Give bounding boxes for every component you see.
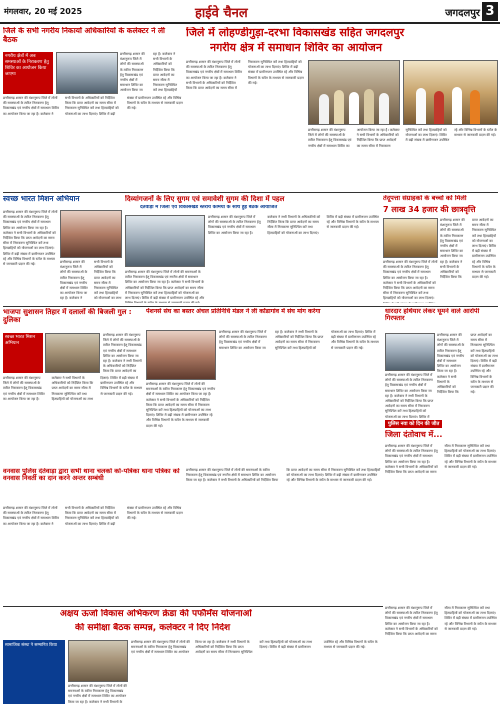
divyang-photo [125, 215, 205, 267]
issue-date: मंगलवार, 20 मई 2025 [4, 7, 83, 16]
police-body: छत्तीसगढ़ शासन की मंशानुरूप जिले में लोगों की समस्याओं के त्वरित निराकरण हेतु विकासखंड एवं नगरीय क्षेत्रों में समाधान शिविर का आयोजन किया जा रहा है। कलेक्टर ने सभी विभागों के अधिकारियों को निर्देशित किया कि प्राप्त आवेदनों का समय सीमा में निराकरण सुनिश्चित करें तथा हितग्राहियों को योजनाओं का लाभ दिलाएं। शिविर में बड़ी संख्या में ग्रामीणजन उपस्थित रहे और विभिन्न विभागों के स्टॉल के माध्यम से जानकारी प्रदान की गई। [3, 506, 183, 526]
tendu-body: छत्तीसगढ़ शासन की मंशानुरूप जिले में लोगों की समस्याओं के त्वरित निराकरण हेतु विकासखंड एवं नगरीय क्षेत्रों में समाधान शिविर का आयोजन किया जा रहा है। कलेक्टर ने सभी विभागों के अधिकारियों को निर्देशित किया कि प्राप्त आवेदनों का समय सीमा में निराकरण सुनिश्चित करें तथा हितग्राहियों को योजनाओं का लाभ दिलाएं। शिविर में बड़ी संख्या में ग्रामीणजन उपस्थित रहे और विभिन्न विभागों के स्टॉल के माध्यम से जानकारी प्रदान की गई। [440, 218, 497, 280]
tendu-headline: तेंदूपत्ता संग्राहकों के बच्चों को मिली [383, 195, 467, 202]
arrest-body-left: छत्तीसगढ़ शासन की मंशानुरूप जिले में लोगों की समस्याओं के त्वरित निराकरण हेतु विकासखंड एवं नगरीय क्षेत्रों में समाधान शिविर का आयोजन किया जा रहा है। कलेक्टर ने सभी विभागों के अधिकारियों को निर्देशित किया कि प्राप्त आवेदनों का समय सीमा में निराकरण सुनिश्चित करें तथा हितग्राहियों को योजनाओं का लाभ दिलाएं। शिविर में [385, 373, 434, 418]
swachh-headline: स्वच्छ भारत मिशन अभियान [3, 195, 80, 203]
divider [3, 192, 498, 193]
arrest-body: छत्तीसगढ़ शासन की मंशानुरूप जिले में लोगों की समस्याओं के त्वरित निराकरण हेतु विकासखंड एवं नगरीय क्षेत्रों में समाधान शिविर का आयोजन किया जा रहा है। कलेक्टर ने सभी विभागों के अधिकारियों को निर्देशित किया कि प्राप्त आवेदनों का समय सीमा में निराकरण सुनिश्चित करें तथा हितग्राहियों को योजनाओं का लाभ दिलाएं। शिविर में बड़ी संख्या में ग्रामीणजन उपस्थित रहे और विभिन्न विभागों के स्टॉल के माध्यम से जानकारी प्रदान की गई। [437, 333, 498, 395]
story-collector-body-top: छत्तीसगढ़ शासन की मंशानुरूप जिले में लोगों की समस्याओं के त्वरित निराकरण हेतु विकासखंड एवं नगरीय क्षेत्रों में समाधान शिविर का आयोजन किया जा रहा है। कलेक्टर ने सभी विभागों के अधिकारियों को निर्देशित किया कि प्राप्त आवेदनों का समय सीमा में निराकरण सुनिश्चित करें तथा हितग्राहियों [120, 52, 178, 93]
newspaper-brand: हाईवे चैनल [195, 6, 248, 21]
lead-body-left: छत्तीसगढ़ शासन की मंशानुरूप जिले में लोगों की समस्याओं के त्वरित निराकरण हेतु विकासखंड एवं नगरीय क्षेत्रों में समाधान शिविर का आयोजन किया जा रहा है। कलेक्टर ने सभी विभागों के अधिकारियों को निर्देशित किया कि प्राप्त आवेदनों का समय सीमा में निराकरण सुनिश्चित करें तथा हितग्राहियों को योजनाओं का लाभ दिलाएं। शिविर में बड़ी संख्या में ग्रामीणजन उपस्थित रहे और विभिन्न विभागों के स्टॉल के माध्यम से जानकारी प्रदान की गई। [186, 60, 304, 91]
city-name: जगदलपुर [445, 8, 480, 19]
pensioners-body: छत्तीसगढ़ शासन की मंशानुरूप जिले में लोगों की समस्याओं के त्वरित निराकरण हेतु विकासखंड एवं नगरीय क्षेत्रों में समाधान शिविर का आयोजन किया जा रहा है। कलेक्टर ने सभी विभागों के अधिकारियों को निर्देशित किया कि प्राप्त आवेदनों का समय सीमा में निराकरण सुनिश्चित करें तथा हितग्राहियों को योजनाओं का लाभ दिलाएं। शिविर में बड़ी संख्या में ग्रामीणजन उपस्थित रहे और विभिन्न विभागों के स्टॉल के माध्यम से जानकारी प्रदान की गई। [219, 330, 379, 350]
divyang-body-left: छत्तीसगढ़ शासन की मंशानुरूप जिले में लोगों की समस्याओं के त्वरित निराकरण हेतु विकासखंड एवं नगरीय क्षेत्रों में समाधान शिविर का आयोजन किया जा रहा है। कलेक्टर ने सभी विभागों के अधिकारियों को निर्देशित किया कि प्राप्त आवेदनों का समय सीमा में निराकरण सुनिश्चित करें तथा हितग्राहियों को योजनाओं का लाभ दिलाएं। शिविर में बड़ी संख्या में ग्रामीणजन उपस्थित रहे और [125, 270, 205, 301]
bhajpa-body-top: छत्तीसगढ़ शासन की मंशानुरूप जिले में लोगों की समस्याओं के त्वरित निराकरण हेतु विकासखंड एवं नगरीय क्षेत्रों में समाधान शिविर का आयोजन किया जा रहा है। कलेक्टर ने सभी विभागों के अधिकारियों को निर्देशित किया कि प्राप्त आवेदनों का [103, 333, 142, 373]
bhajpa-callout: स्वच्छ भारत मिशन अभियान [3, 333, 43, 373]
creda-photo [68, 640, 128, 682]
divyang-headline: दिव्यांगजनों के लिए सुगम एवं समावेशी सुगम की दिशा में पहल [125, 195, 285, 203]
story-collector-photo [56, 52, 118, 94]
creda-headline-line2: की समीक्षा बैठक सम्पन्न, कलेक्टर ने दिए निर्देश [75, 623, 231, 633]
mid-body-continued: छत्तीसगढ़ शासन की मंशानुरूप जिले में लोगों की समस्याओं के त्वरित निराकरण हेतु विकासखंड एवं नगरीय क्षेत्रों में समाधान शिविर का आयोजन किया जा रहा है। कलेक्टर ने सभी विभागों के अधिकारियों को निर्देशित किया कि प्राप्त आवेदनों का समय सीमा में निराकरण सुनिश्चित करें तथा हितग्राहियों को योजनाओं का लाभ दिलाएं। शिविर में बड़ी संख्या में ग्रामीणजन उपस्थित रहे और विभिन्न विभागों के स्टॉल के माध्यम से जानकारी प्रदान की गई। [186, 468, 381, 483]
pensioners-headline: पेंशनर्स संघ का बस्तर अंचल प्रतिनिधि मंडल ने ली कोंडागांव में संघ मांग करेगा [146, 308, 321, 315]
story-collector-callout: नगरीय क्षेत्रों में अब समस्याओं के निराकरण हेतु शिविर का आयोजन किया जाएगा [3, 52, 53, 94]
divyang-body: छत्तीसगढ़ शासन की मंशानुरूप जिले में लोगों की समस्याओं के त्वरित निराकरण हेतु विकासखंड एवं नगरीय क्षेत्रों में समाधान शिविर का आयोजन किया जा रहा है। कलेक्टर ने सभी विभागों के अधिकारियों को निर्देशित किया कि प्राप्त आवेदनों का समय सीमा में निराकरण सुनिश्चित करें तथा हितग्राहियों को योजनाओं का लाभ दिलाएं। शिविर में बड़ी संख्या में ग्रामीणजन उपस्थित रहे और विभिन्न विभागों के स्टॉल के माध्यम से जानकारी प्रदान की गई। [208, 215, 379, 235]
swachh-body-left: छत्तीसगढ़ शासन की मंशानुरूप जिले में लोगों की समस्याओं के त्वरित निराकरण हेतु विकासखंड एवं नगरीय क्षेत्रों में समाधान शिविर का आयोजन किया जा रहा है। कलेक्टर ने सभी विभागों के अधिकारियों को निर्देशित किया कि प्राप्त आवेदनों का समय सीमा में निराकरण सुनिश्चित करें तथा हितग्राहियों को योजनाओं का लाभ दिलाएं। शिविर में बड़ी संख्या में ग्रामीणजन उपस्थित रहे और विभिन्न विभागों के स्टॉल के माध्यम से जानकारी प्रदान की गई। [3, 210, 58, 267]
creda-headline-line1: अक्षय ऊर्जा विकास अभिकरण क्रेडा की पर्फॉर्मेंस योजनाओं [60, 609, 252, 619]
column-body-lower: छत्तीसगढ़ शासन की मंशानुरूप जिले में लोगों की समस्याओं के त्वरित निराकरण हेतु विकासखंड एवं नगरीय क्षेत्रों में समाधान शिविर का आयोजन किया जा रहा है। कलेक्टर ने सभी विभागों के अधिकारियों को निर्देशित किया कि प्राप्त आवेदनों का समय सीमा में निराकरण सुनिश्चित करें तथा हितग्राहियों को योजनाओं का लाभ दिलाएं। शिविर में बड़ी संख्या में ग्रामीणजन उपस्थित रहे और विभिन्न विभागों के स्टॉल के माध्यम से जानकारी प्रदान की गई। [385, 606, 497, 637]
creda-sidebar: सामाजिक संस्था ने सम्मानित किया [3, 640, 65, 704]
lead-photo-1 [308, 60, 400, 125]
bhajpa-body: छत्तीसगढ़ शासन की मंशानुरूप जिले में लोगों की समस्याओं के त्वरित निराकरण हेतु विकासखंड एवं नगरीय क्षेत्रों में समाधान शिविर का आयोजन किया जा रहा है। कलेक्टर ने सभी विभागों के अधिकारियों को निर्देशित किया कि प्राप्त आवेदनों का समय सीमा में निराकरण सुनिश्चित करें तथा हितग्राहियों को योजनाओं का लाभ दिलाएं। शिविर में बड़ी संख्या में ग्रामीणजन उपस्थित रहे और विभिन्न विभागों के स्टॉल के माध्यम से जानकारी प्रदान की गई। [3, 376, 143, 401]
lead-headline-line2: नगरीय क्षेत्र में समाधान शिविर का आयोजन [210, 42, 382, 54]
swachh-photo [60, 210, 122, 258]
lead-headline-line1: जिले में लोहण्डीगुड़ा-दरभा विकासखंड सहित जगदलपुर [186, 27, 405, 39]
divider [3, 606, 383, 607]
story-collector-meeting-headline: जिले के सभी नगरीय निकायों अधिकारियों के कलेक्टर ने ली बैठक [3, 27, 166, 44]
creda-body-left: छत्तीसगढ़ शासन की मंशानुरूप जिले में लोगों की समस्याओं के त्वरित निराकरण हेतु विकासखंड एवं नगरीय क्षेत्रों में समाधान शिविर का आयोजन किया जा रहा है। कलेक्टर ने सभी विभागों के [68, 684, 127, 704]
page-number: 3 [482, 2, 498, 21]
divyang-subhead: दंतेवाड़ा में जिला एवं विकासखंड स्तरीय कर्मियों के साथ हुई बैठक आयोजित [140, 205, 278, 210]
swachh-body: छत्तीसगढ़ शासन की मंशानुरूप जिले में लोगों की समस्याओं के त्वरित निराकरण हेतु विकासखंड एवं नगरीय क्षेत्रों में समाधान शिविर का आयोजन किया जा रहा है। कलेक्टर ने सभी विभागों के अधिकारियों को निर्देशित किया कि प्राप्त आवेदनों का समय सीमा में निराकरण सुनिश्चित करें तथा हितग्राहियों को योजनाओं का लाभ [60, 260, 122, 301]
lead-body-right: छत्तीसगढ़ शासन की मंशानुरूप जिले में लोगों की समस्याओं के त्वरित निराकरण हेतु विकासखंड एवं नगरीय क्षेत्रों में समाधान शिविर का आयोजन किया जा रहा है। कलेक्टर ने सभी विभागों के अधिकारियों को निर्देशित किया कि प्राप्त आवेदनों का समय सीमा में निराकरण सुनिश्चित करें तथा हितग्राहियों को योजनाओं का लाभ दिलाएं। शिविर में बड़ी संख्या में ग्रामीणजन उपस्थित रहे और विभिन्न विभागों के स्टॉल के माध्यम से जानकारी प्रदान की गई। [308, 128, 497, 148]
arrest-headline: धारदार हथियार लेकर घूमने वाले आरोपी गिरफ्तार [385, 308, 480, 323]
police-headline: वनवास पुलिस दंतेवाड़ा द्वारा सभी थाना चलकों को-पत्रिका थाना पत्रिका को वनवास निवर्ती का दान करने अन्तर सम्बंधी [3, 468, 180, 483]
pensioners-body-left: छत्तीसगढ़ शासन की मंशानुरूप जिले में लोगों की समस्याओं के त्वरित निराकरण हेतु विकासखंड एवं नगरीय क्षेत्रों में समाधान शिविर का आयोजन किया जा रहा है। कलेक्टर ने सभी विभागों के अधिकारियों को निर्देशित किया कि प्राप्त आवेदनों का समय सीमा में निराकरण सुनिश्चित करें तथा हितग्राहियों को योजनाओं का लाभ दिलाएं। शिविर में बड़ी संख्या में ग्रामीणजन उपस्थित रहे और विभिन्न विभागों के स्टॉल के माध्यम से जानकारी प्रदान की गई। [146, 382, 216, 428]
tendu-headline-amount: 7 लाख 34 हजार की छात्रवृत्ति [383, 205, 476, 214]
divider [3, 306, 498, 307]
masthead [0, 0, 500, 24]
creda-body: छत्तीसगढ़ शासन की मंशानुरूप जिले में लोगों की समस्याओं के त्वरित निराकरण हेतु विकासखंड एवं नगरीय क्षेत्रों में समाधान शिविर का आयोजन किया जा रहा है। कलेक्टर ने सभी विभागों के अधिकारियों को निर्देशित किया कि प्राप्त आवेदनों का समय सीमा में निराकरण सुनिश्चित करें तथा हितग्राहियों को योजनाओं का लाभ दिलाएं। शिविर में बड़ी संख्या में ग्रामीणजन उपस्थित रहे और विभिन्न विभागों के स्टॉल के माध्यम से जानकारी प्रदान की गई। [131, 640, 378, 655]
lead-photo-2 [403, 60, 498, 125]
arrest-photo [385, 333, 435, 371]
column-tag: पुलिस नवा को दिन की जीत [385, 420, 442, 428]
bhajpa-headline: भाजपा सुशासन तिहार में दलालों की बिजली गुल : दुलिका [3, 308, 132, 325]
column-title: जिला दंतोवाच में... [385, 430, 443, 439]
tendu-body-left: छत्तीसगढ़ शासन की मंशानुरूप जिले में लोगों की समस्याओं के त्वरित निराकरण हेतु विकासखंड एवं नगरीय क्षेत्रों में समाधान शिविर का आयोजन किया जा रहा है। कलेक्टर ने सभी विभागों के अधिकारियों को निर्देशित किया कि प्राप्त आवेदनों का समय सीमा में निराकरण सुनिश्चित करें तथा हितग्राहियों को योजनाओं का लाभ दिलाएं। [383, 260, 438, 301]
tendu-photo [383, 218, 438, 258]
pensioners-photo [146, 330, 216, 380]
column-body: छत्तीसगढ़ शासन की मंशानुरूप जिले में लोगों की समस्याओं के त्वरित निराकरण हेतु विकासखंड एवं नगरीय क्षेत्रों में समाधान शिविर का आयोजन किया जा रहा है। कलेक्टर ने सभी विभागों के अधिकारियों को निर्देशित किया कि प्राप्त आवेदनों का समय सीमा में निराकरण सुनिश्चित करें तथा हितग्राहियों को योजनाओं का लाभ दिलाएं। शिविर में बड़ी संख्या में ग्रामीणजन उपस्थित रहे और विभिन्न विभागों के स्टॉल के माध्यम से जानकारी प्रदान की गई। [385, 444, 497, 475]
story-collector-body: छत्तीसगढ़ शासन की मंशानुरूप जिले में लोगों की समस्याओं के त्वरित निराकरण हेतु विकासखंड एवं नगरीय क्षेत्रों में समाधान शिविर का आयोजन किया जा रहा है। कलेक्टर ने सभी विभागों के अधिकारियों को निर्देशित किया कि प्राप्त आवेदनों का समय सीमा में निराकरण सुनिश्चित करें तथा हितग्राहियों को योजनाओं का लाभ दिलाएं। शिविर में बड़ी संख्या में ग्रामीणजन उपस्थित रहे और विभिन्न विभागों के स्टॉल के माध्यम से जानकारी प्रदान की गई। [3, 96, 183, 116]
bhajpa-photo [45, 333, 100, 373]
